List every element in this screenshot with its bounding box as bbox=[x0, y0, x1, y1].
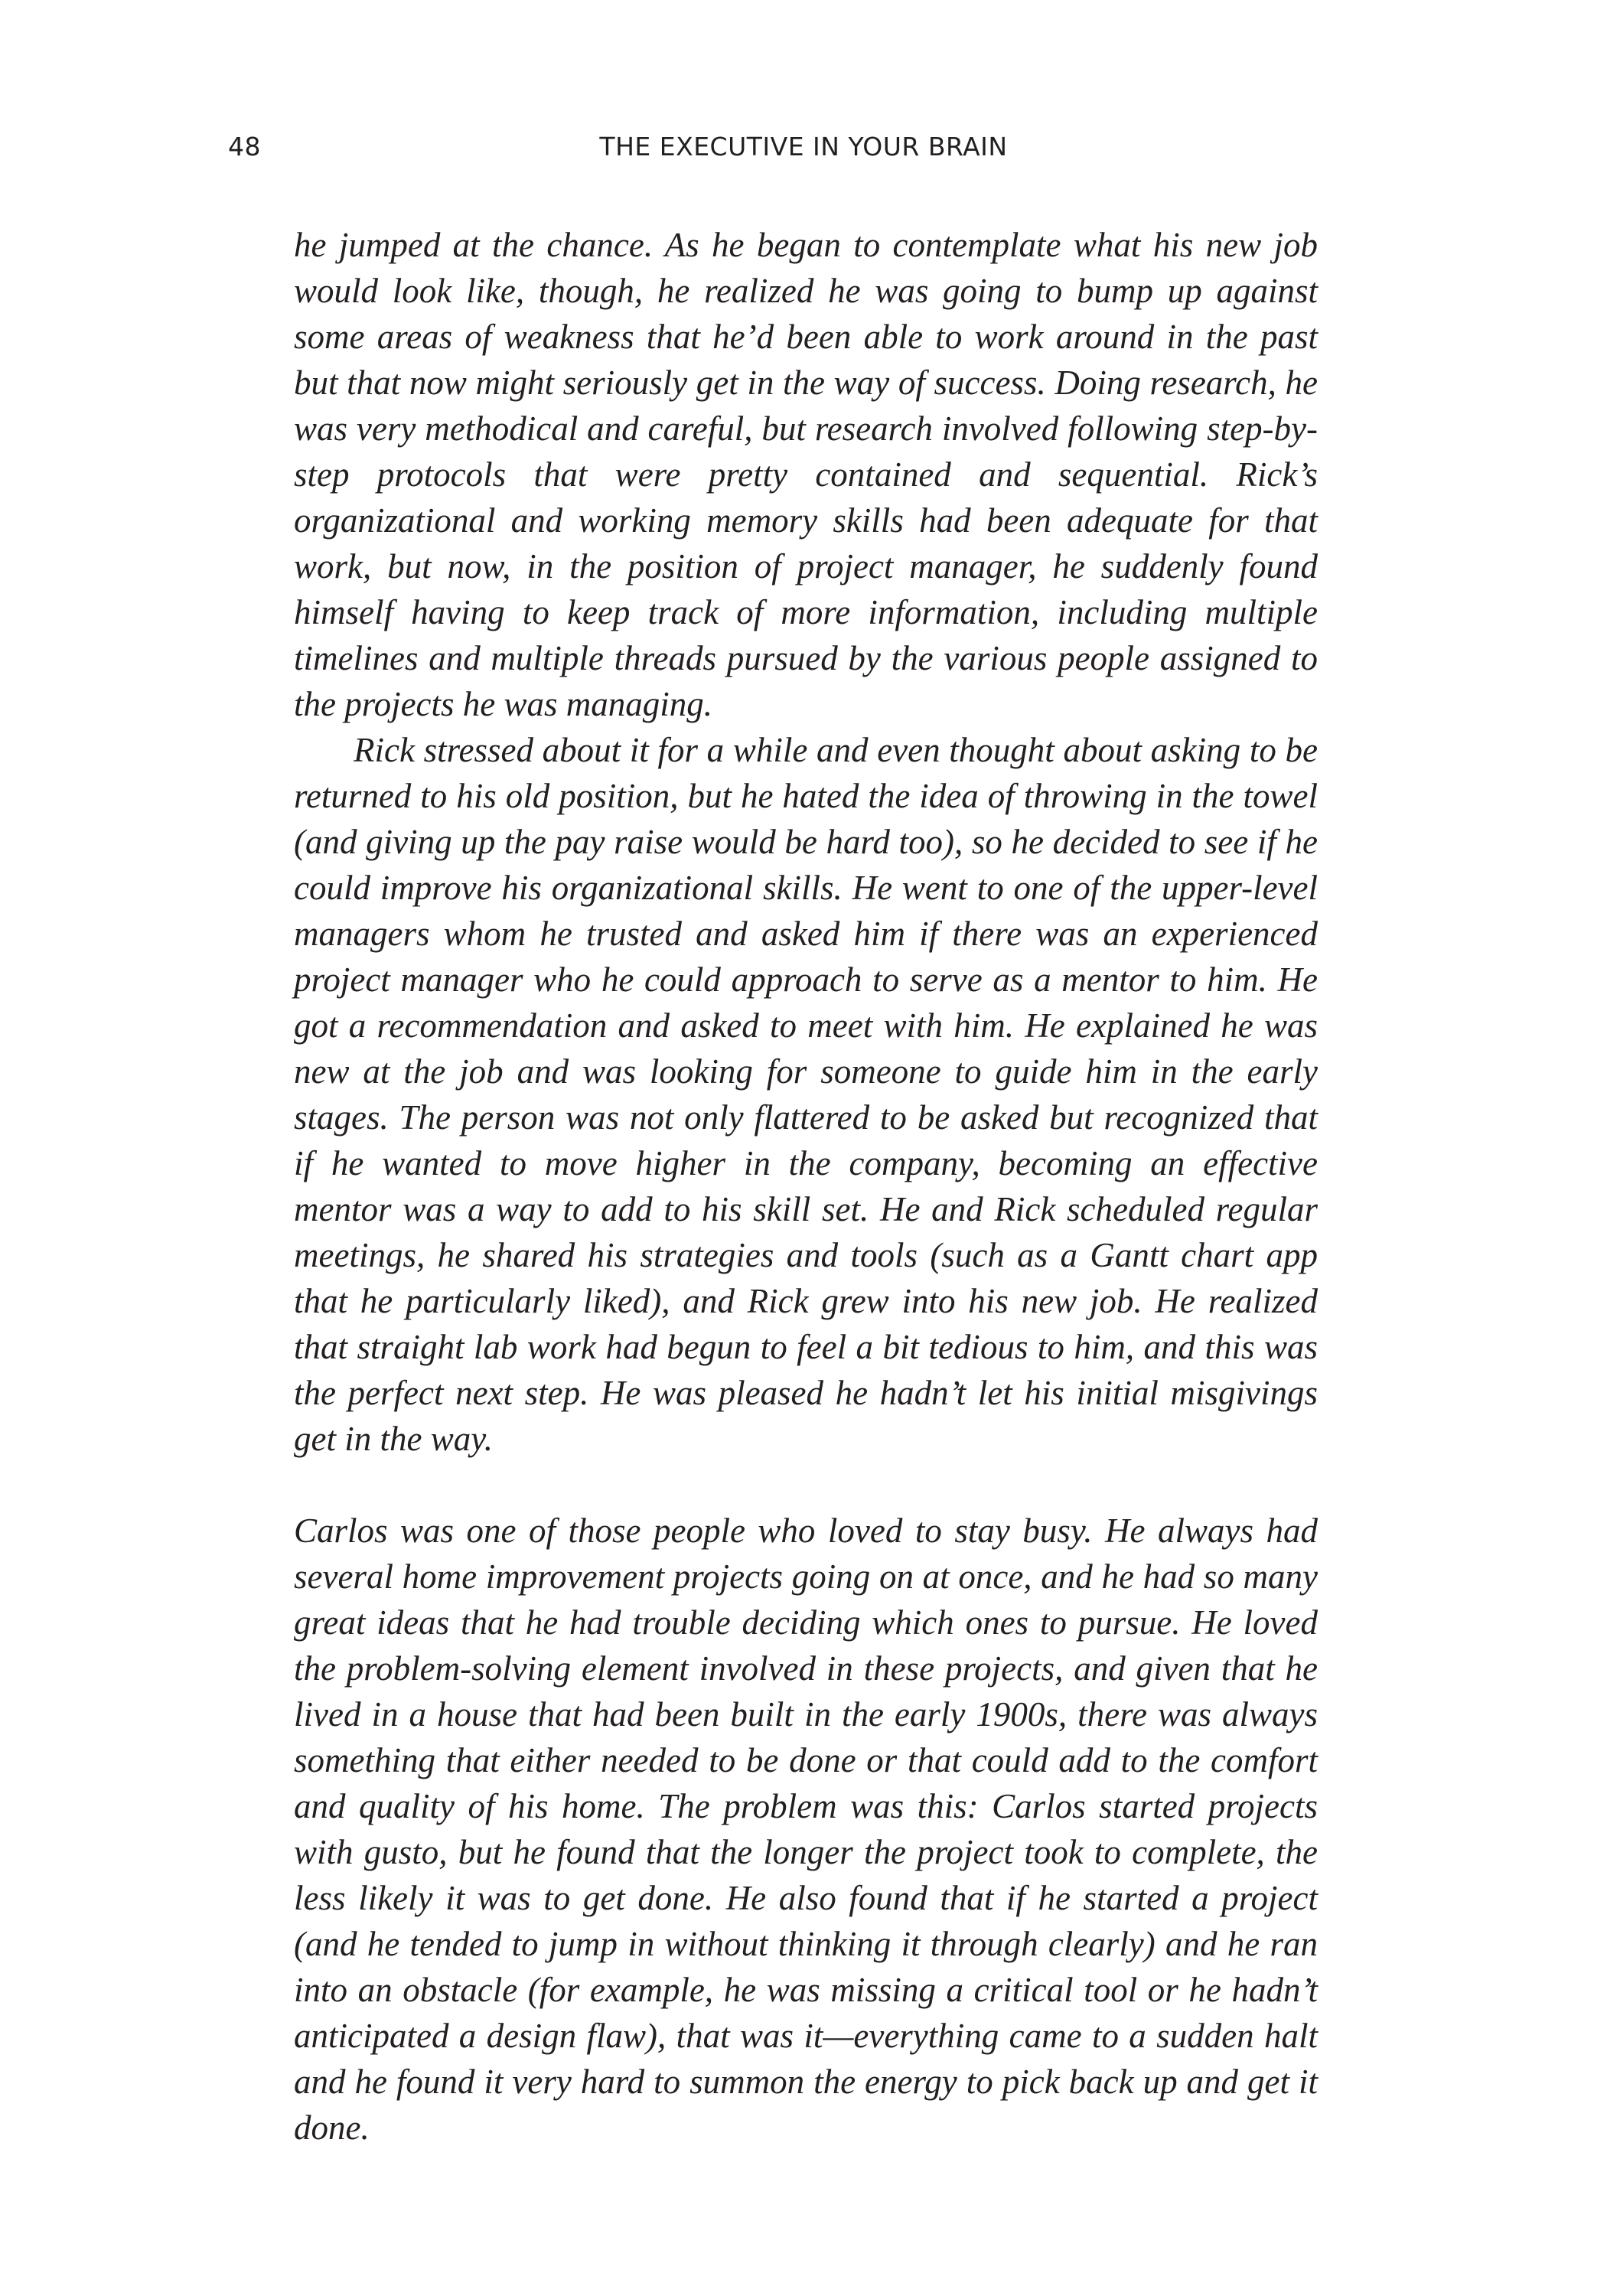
paragraph-continued: he jumped at the chance. As he began to contemplate what his new job would look like, though, he realized he was going to bump up against some areas of weakness that he’d been able to work around in the past but that now might seriously get in the way of success. Doing research, he was very methodical and careful, but research involved following step-by-step protocols that were pretty contained and sequential. Rick’s organizational and working memory skills had been adequate for that work, but now, in the position of project manager, he suddenly found himself having to keep track of more information, including multiple timelines and multiple threads pursued by the various people assigned to the projects he was managing. bbox=[294, 226, 1318, 723]
paragraph-rick: Rick stressed about it for a while and even thought about asking to be returned to his old position, but he hated the idea of throwing in the towel (and giving up the pay raise would be hard too), so he decided to see if he could improve his organizational skills. He went to one of the upper-level managers whom he trusted and asked him if there was an experienced project manager who he could approach to serve as a mentor to him. He got a recommendation and asked to meet with him. He explained he was new at the job and was looking for someone to guide him in the early stages. The person was not only flattered to be asked but recognized that if he wanted to move higher in the company, becoming an effective mentor was a way to add to his skill set. He and Rick scheduled regular meetings, he shared his strategies and tools (such as a Gantt chart app that he particularly liked), and Rick grew into his new job. He realized that straight lab work had begun to feel a bit tedious to him, and this was the perfect next step. He was pleased he hadn’t let his initial misgivings get in the way. bbox=[294, 731, 1318, 1458]
body-text bbox=[294, 222, 1318, 2151]
page-number: 48 bbox=[228, 132, 261, 161]
running-head bbox=[0, 132, 1607, 178]
paragraph-carlos: Carlos was one of those people who loved to stay busy. He always had several home improvement projects going on at once, and he had so many great ideas that he had trouble deciding which ones to pursue. He loved the problem-solving element involved in these projects, and given that he lived in a house that had been built in the early 1900s, there was always something that either needed to be done or that could add to the comfort and quality of his home. The problem was this: Carlos started projects with gusto, but he found that the longer the project took to complete, the less likely it was to get done. He also found that if he started a project (and he tended to jump in without thinking it through clearly) and he ran into an obstacle (for example, he was missing a critical tool or he hadn’t anticipated a design flaw), that was it—everything came to a sudden halt and he found it very hard to summon the energy to pick back up and get it done. bbox=[294, 1512, 1318, 2147]
book-title: THE EXECUTIVE IN YOUR BRAIN bbox=[599, 132, 1008, 161]
